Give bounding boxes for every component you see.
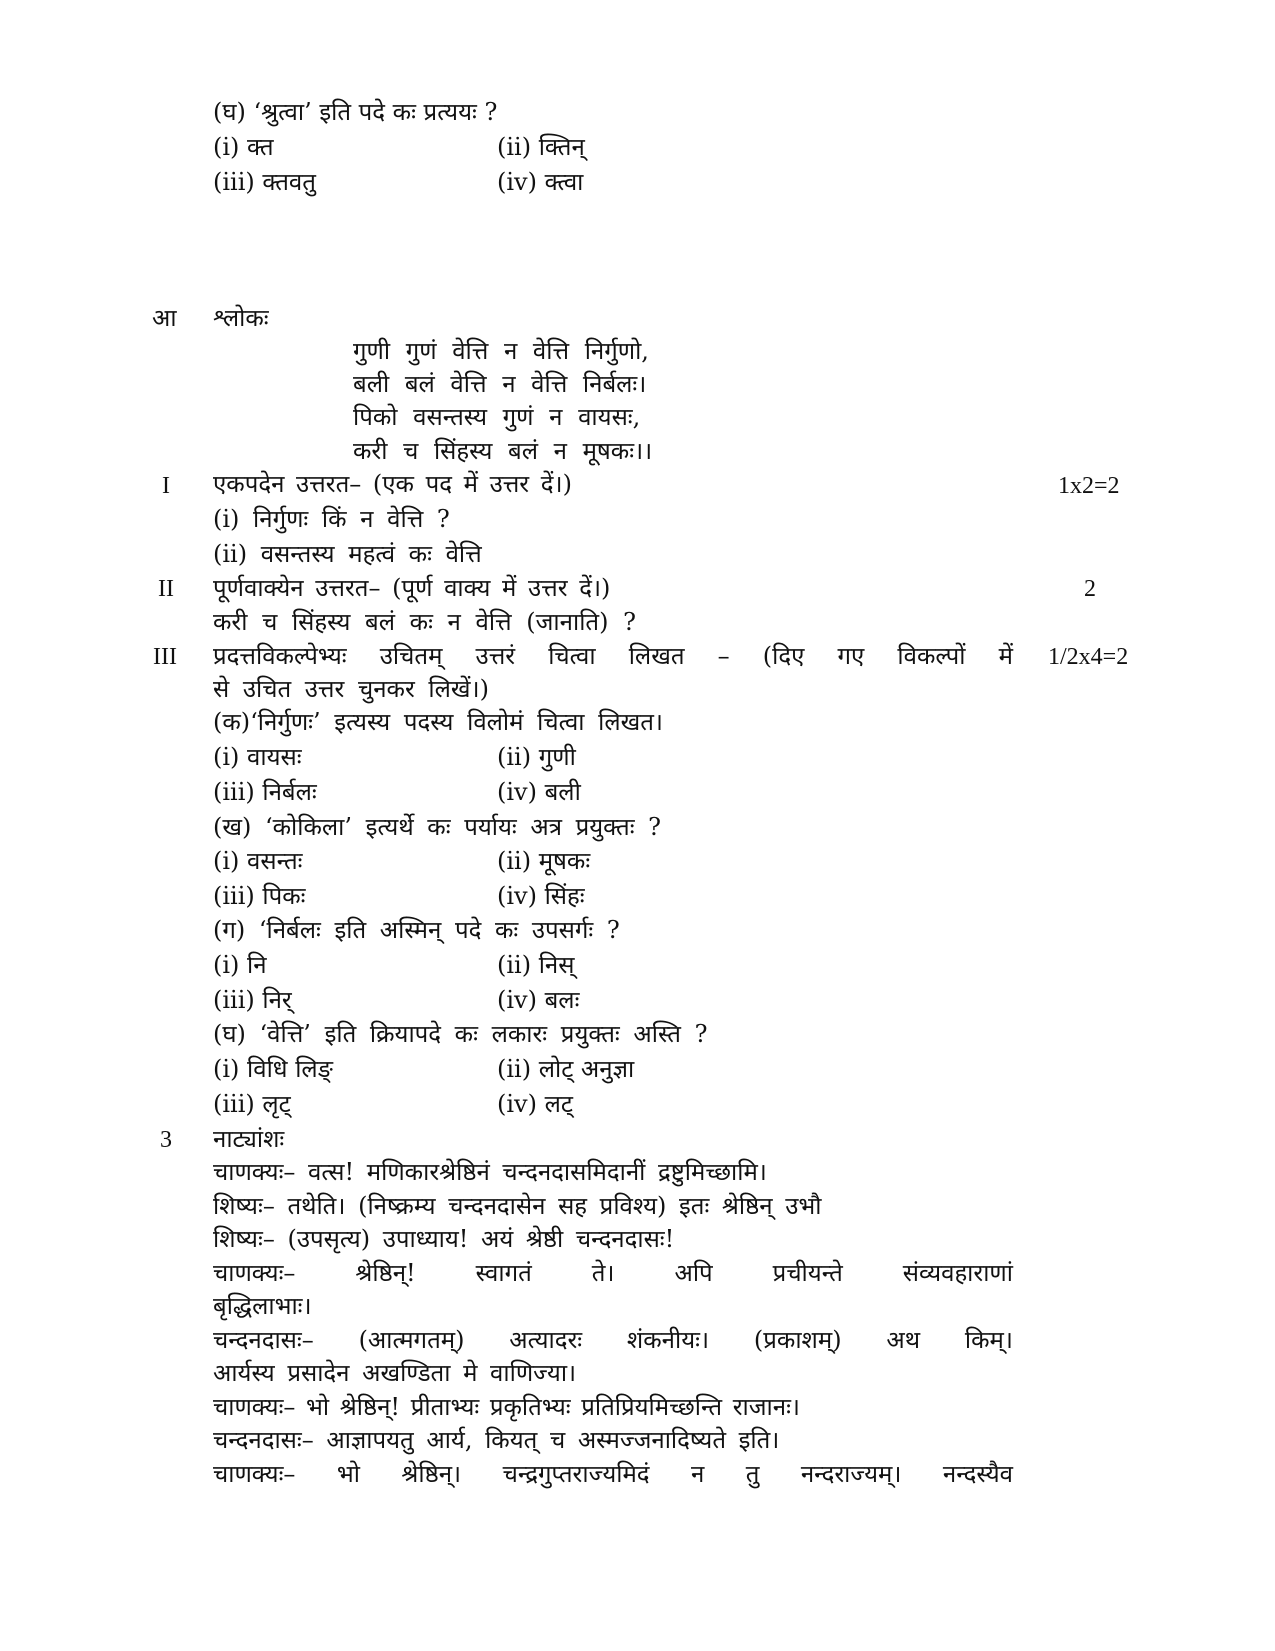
- option-ii: (ii) क्तिन्: [497, 133, 585, 161]
- option-iv: (iv) क्त्वा: [497, 168, 584, 196]
- question-number: I: [162, 473, 170, 499]
- marks: 1/2x4=2: [1048, 644, 1129, 670]
- sub-question: करी च सिंहस्य बलं कः न वेत्ति (जानाति) ?: [213, 608, 636, 636]
- sub-question-ka: (क)‘निर्गुणः’ इत्यस्य पदस्य विलोमं चित्वा लिखत।: [213, 708, 664, 736]
- question-text: पूर्णवाक्येन उत्तरत– (पूर्ण वाक्य में उत्तर दें।): [213, 574, 611, 602]
- question-number: II: [158, 576, 174, 602]
- section-title: नाट्यांशः: [213, 1125, 285, 1153]
- option-ii: (ii) गुणी: [497, 743, 576, 771]
- option-iii: (iii) निर्बलः: [213, 778, 317, 806]
- marks: 1x2=2: [1058, 473, 1120, 499]
- passage-line: चन्दनदासः– (आत्मगतम्) अत्यादरः शंकनीयः। (प्रकाशम्) अथ किम्।: [213, 1326, 1013, 1354]
- question-number: III: [153, 644, 177, 670]
- option-iv: (iv) सिंहः: [497, 882, 585, 910]
- verse-line-2: बली बलं वेत्ति न वेत्ति निर्बलः।: [353, 370, 647, 398]
- passage-line: शिष्यः– तथेति। (निष्क्रम्य चन्दनदासेन सह प्रविश्य) इतः श्रेष्ठिन् उभौ: [213, 1192, 822, 1220]
- sub-question: (ii) वसन्तस्य महत्वं कः वेत्ति: [213, 540, 482, 568]
- question-gha-shrutva: (घ) ‘श्रुत्वा’ इति पदे कः प्रत्ययः ?: [213, 98, 498, 126]
- passage-line: बृद्धिलाभाः।: [213, 1292, 312, 1320]
- option-ii: (ii) मूषकः: [497, 847, 591, 875]
- option-iii: (iii) पिकः: [213, 882, 306, 910]
- question-text: प्रदत्तविकल्पेभ्यः उचितम् उत्तरं चित्वा लिखत – (दिए गए विकल्पों में: [213, 642, 1013, 670]
- option-ii: (ii) निस्: [497, 951, 575, 979]
- passage-line: शिष्यः– (उपसृत्य) उपाध्याय! अयं श्रेष्ठी चन्दनदासः!: [213, 1225, 675, 1253]
- verse-line-3: पिको वसन्तस्य गुणं न वायसः,: [353, 403, 641, 431]
- option-iii: (iii) लृट्: [213, 1090, 291, 1118]
- option-i: (i) नि: [213, 951, 267, 979]
- option-i: (i) वायसः: [213, 743, 302, 771]
- option-iv: (iv) बलः: [497, 986, 580, 1014]
- passage-line: चन्दनदासः– आज्ञापयतु आर्य, कियत् च अस्मज्जनादिष्यते इति।: [213, 1426, 780, 1454]
- sub-question-gha: (घ) ‘वेत्ति’ इति क्रियापदे कः लकारः प्रयुक्तः अस्ति ?: [213, 1020, 708, 1048]
- option-iii: (iii) क्तवतु: [213, 168, 316, 196]
- passage-line: चाणक्यः– भो श्रेष्ठिन्! प्रीताभ्यः प्रकृतिभ्यः प्रतिप्रियमिच्छन्ति राजानः।: [213, 1393, 801, 1421]
- option-iv: (iv) लट्: [497, 1090, 573, 1118]
- verse-line-4: करी च सिंहस्य बलं न मूषकः।।: [353, 437, 653, 465]
- section-number: 3: [160, 1127, 172, 1153]
- question-text: एकपदेन उत्तरत– (एक पद में उत्तर दें।): [213, 470, 572, 498]
- passage-line: चाणक्यः– वत्स! मणिकारश्रेष्ठिनं चन्दनदासमिदानीं द्रष्टुमिच्छामि।: [213, 1158, 767, 1186]
- question-text-cont: से उचित उत्तर चुनकर लिखें।): [213, 675, 489, 703]
- section-title: श्लोकः: [213, 304, 269, 332]
- verse-line-1: गुणी गुणं वेत्ति न वेत्ति निर्गुणो,: [353, 337, 649, 365]
- option-i: (i) विधि लिङ्: [213, 1055, 333, 1083]
- passage-line: चाणक्यः– भो श्रेष्ठिन्। चन्द्रगुप्तराज्यमिदं न तु नन्दराज्यम्। नन्दस्यैव: [213, 1460, 1013, 1488]
- passage-line: आर्यस्य प्रसादेन अखण्डिता मे वाणिज्या।: [213, 1359, 577, 1387]
- option-iv: (iv) बली: [497, 778, 581, 806]
- sub-question-kha: (ख) ‘कोकिला’ इत्यर्थे कः पर्यायः अत्र प्रयुक्तः ?: [213, 813, 662, 841]
- option-i: (i) क्त: [213, 133, 274, 161]
- section-label: आ: [152, 304, 177, 332]
- option-ii: (ii) लोट् अनुज्ञा: [497, 1055, 635, 1083]
- option-iii: (iii) निर्: [213, 986, 292, 1014]
- sub-question-ga: (ग) ‘निर्बलः इति अस्मिन् पदे कः उपसर्गः ?: [213, 916, 620, 944]
- marks: 2: [1084, 576, 1096, 602]
- passage-line: चाणक्यः– श्रेष्ठिन्! स्वागतं ते। अपि प्रचीयन्ते संव्यवहाराणां: [213, 1259, 1013, 1287]
- sub-question: (i) निर्गुणः किं न वेत्ति ?: [213, 505, 450, 533]
- option-i: (i) वसन्तः: [213, 847, 303, 875]
